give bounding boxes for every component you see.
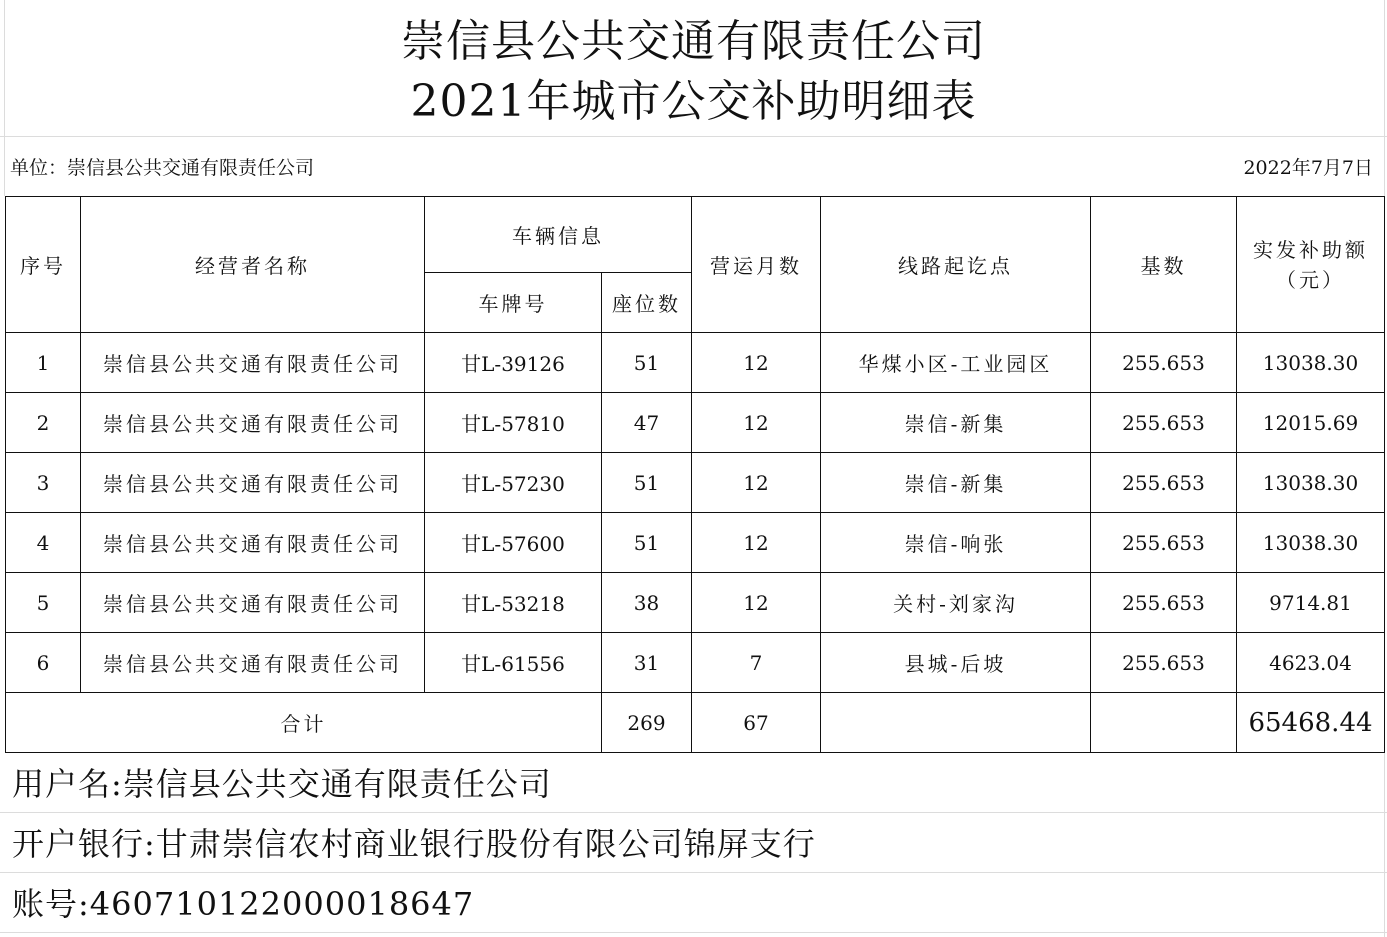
- header-seats: 座位数: [602, 273, 692, 333]
- cell-route: 华煤小区-工业园区: [821, 333, 1091, 393]
- account-number: 账号:460710122000018647: [12, 885, 475, 923]
- table-row: [6, 513, 1385, 573]
- table-row: [6, 573, 1385, 633]
- table-row: [6, 393, 1385, 453]
- cell-base: 255.653: [1091, 453, 1237, 513]
- cell-operator: 崇信县公共交通有限责任公司: [81, 333, 425, 393]
- header-amount: [1237, 197, 1385, 333]
- cell-operator: 崇信县公共交通有限责任公司: [81, 633, 425, 693]
- cell-amount: 12015.69: [1237, 393, 1385, 453]
- header-plate: 车牌号: [425, 273, 602, 333]
- header-base: 基数: [1091, 197, 1237, 333]
- cell-route: 崇信-新集: [821, 453, 1091, 513]
- header-route: 线路起讫点: [821, 197, 1091, 333]
- grid-line: [0, 136, 1387, 137]
- table-row: [6, 633, 1385, 693]
- cell-seats: 51: [602, 513, 692, 573]
- cell-amount: 13038.30: [1237, 513, 1385, 573]
- title-line-2: 2021年城市公交补助明细表: [410, 76, 977, 127]
- total-route-empty: [821, 693, 1091, 753]
- cell-plate: 甘L-61556: [425, 633, 602, 693]
- cell-amount: 13038.30: [1237, 333, 1385, 393]
- cell-seq: 1: [6, 333, 81, 393]
- cell-months: 12: [692, 393, 821, 453]
- cell-months: 12: [692, 453, 821, 513]
- cell-amount: 4623.04: [1237, 633, 1385, 693]
- total-base-empty: [1091, 693, 1237, 753]
- bank-name: 开户银行:甘肃崇信农村商业银行股份有限公司锦屏支行: [12, 825, 816, 863]
- report-date: 2022年7月7日: [1243, 157, 1373, 179]
- cell-seq: 6: [6, 633, 81, 693]
- cell-route: 关村-刘家沟: [821, 573, 1091, 633]
- cell-route: 崇信-新集: [821, 393, 1091, 453]
- cell-plate: 甘L-53218: [425, 573, 602, 633]
- cell-plate: 甘L-57230: [425, 453, 602, 513]
- cell-seats: 38: [602, 573, 692, 633]
- total-months: 67: [692, 693, 821, 753]
- header-amount-line2: （元）: [1276, 267, 1345, 292]
- subsidy-table: [5, 196, 1385, 753]
- cell-operator: 崇信县公共交通有限责任公司: [81, 573, 425, 633]
- table-row: [6, 453, 1385, 513]
- cell-operator: 崇信县公共交通有限责任公司: [81, 513, 425, 573]
- cell-base: 255.653: [1091, 633, 1237, 693]
- cell-seats: 51: [602, 333, 692, 393]
- cell-plate: 甘L-57810: [425, 393, 602, 453]
- cell-seats: 31: [602, 633, 692, 693]
- cell-base: 255.653: [1091, 393, 1237, 453]
- title-line-1: 崇信县公共交通有限责任公司: [401, 16, 986, 67]
- header-vehicle-info: 车辆信息: [425, 197, 692, 273]
- cell-seats: 51: [602, 453, 692, 513]
- header-row: [6, 197, 1385, 273]
- header-amount-line1: 实发补助额: [1253, 237, 1368, 262]
- cell-route: 县城-后坡: [821, 633, 1091, 693]
- header-seq: 序号: [6, 197, 81, 333]
- cell-base: 255.653: [1091, 513, 1237, 573]
- total-amount: 65468.44: [1237, 693, 1385, 753]
- total-label: 合计: [6, 693, 602, 753]
- table-row: [6, 333, 1385, 393]
- cell-base: 255.653: [1091, 333, 1237, 393]
- cell-operator: 崇信县公共交通有限责任公司: [81, 393, 425, 453]
- header-months: 营运月数: [692, 197, 821, 333]
- cell-months: 12: [692, 513, 821, 573]
- cell-seats: 47: [602, 393, 692, 453]
- cell-plate: 甘L-39126: [425, 333, 602, 393]
- cell-seq: 3: [6, 453, 81, 513]
- cell-months: 12: [692, 333, 821, 393]
- cell-amount: 13038.30: [1237, 453, 1385, 513]
- cell-months: 12: [692, 573, 821, 633]
- cell-seq: 5: [6, 573, 81, 633]
- total-seats: 269: [602, 693, 692, 753]
- cell-amount: 9714.81: [1237, 573, 1385, 633]
- total-row: [6, 693, 1385, 753]
- unit-label: 单位：崇信县公共交通有限责任公司: [10, 157, 315, 179]
- cell-seq: 2: [6, 393, 81, 453]
- cell-operator: 崇信县公共交通有限责任公司: [81, 453, 425, 513]
- cell-seq: 4: [6, 513, 81, 573]
- cell-route: 崇信-响张: [821, 513, 1091, 573]
- cell-months: 7: [692, 633, 821, 693]
- header-operator: 经营者名称: [81, 197, 425, 333]
- cell-base: 255.653: [1091, 573, 1237, 633]
- cell-plate: 甘L-57600: [425, 513, 602, 573]
- account-name: 用户名:崇信县公共交通有限责任公司: [12, 765, 552, 803]
